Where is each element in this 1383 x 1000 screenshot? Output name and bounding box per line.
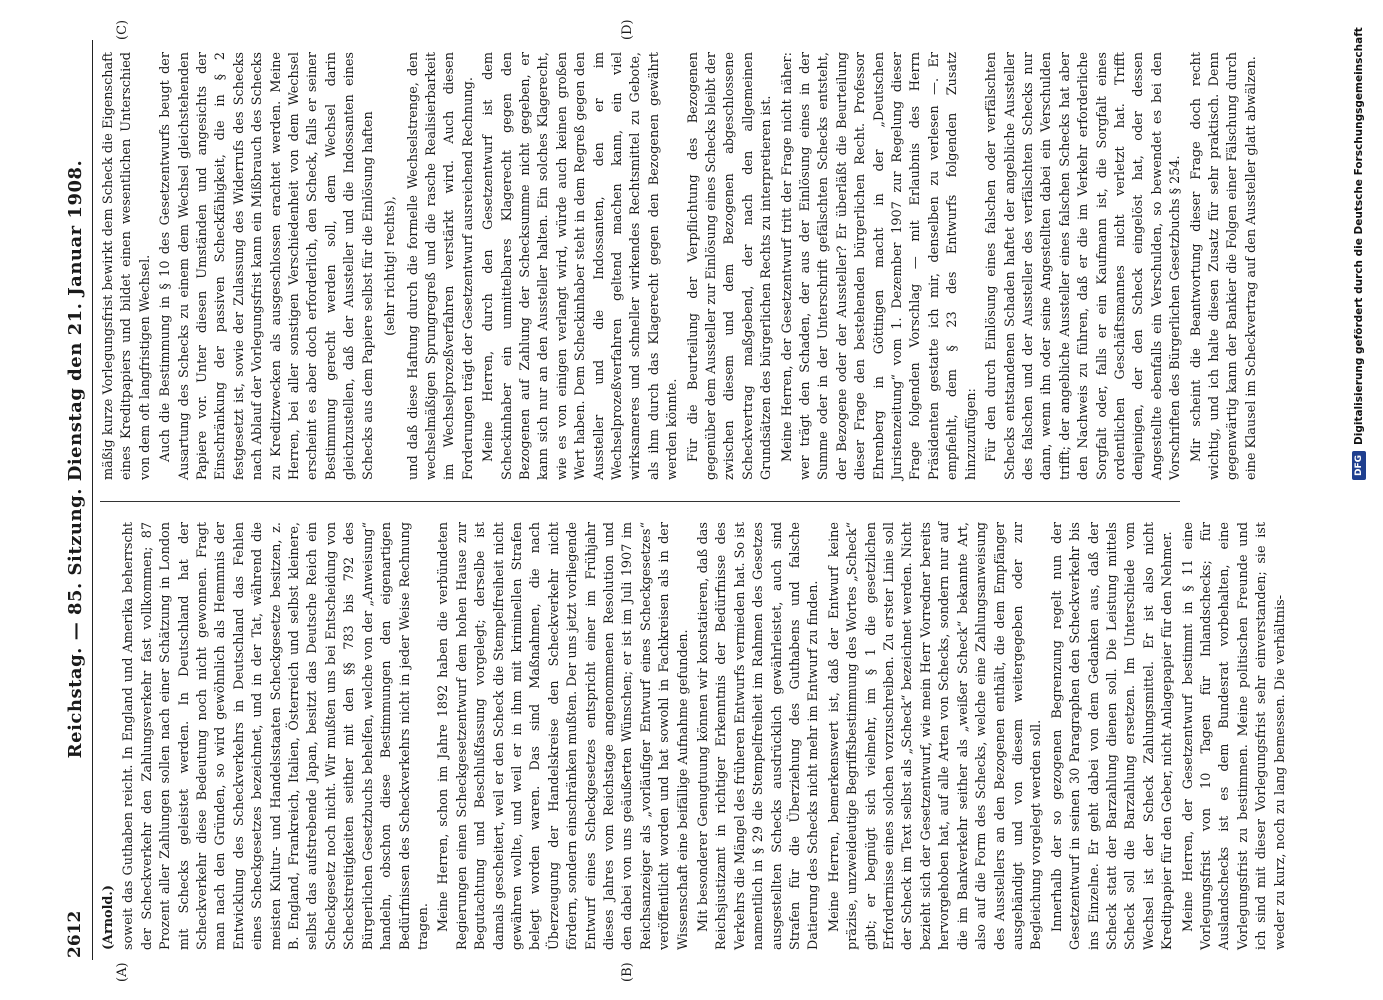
paragraph: Für die Beurteilung der Verpflichtung des Bezogenen gegenüber dem Aussteller zur Einlösung eines Schecks bleibt der zwischen diesem und dem Bezogenen abgeschlossene Scheckvertrag maßgebend, der nach den allgemeinen Grundsätzen des bürgerlichen Rechts zu interpretieren ist.	[685, 52, 775, 480]
interjection: (sehr richtig! rechts),	[383, 196, 399, 336]
margin-mark-c: (C)	[115, 19, 130, 40]
paragraph: Mit besonderer Genugtuung können wir konstatieren, daß das Reichsjustizamt in richtiger Erkenntnis der Bedürfnisse des Verkehrs die Mängel des früheren Entwurfs vermieden hat. So ist namentlich in § 29 die Stempelfreiheit im Rahmen des Gesetzes ausgestellten Schecks ausdrücklich gewährleistet, auch sind Strafen für die Überziehung des Guthabens und falsche Datierung des Schecks nicht mehr im Entwurf zu finden.	[696, 522, 822, 950]
speaker-tag: (Arnold.)	[101, 885, 116, 950]
quoted-paragraph: Für den durch Einlösung eines falschen oder verfälschten Schecks entstandenen Schaden haftet der angebliche Aussteller des falschen und der Aussteller des verfälschten Schecks nur dann, wenn ihn oder seine Angestellten dabei ein Verschulden trifft; der angebliche Aussteller eines falschen Schecks hat aber den Nachweis zu führen, daß er die im Verkehr erforderliche Sorgfalt oder, falls er ein Kaufmann ist, die Sorgfalt eines ordentlichen Geschäftsmannes nicht verletzt hat. Trifft denjenigen, der den Scheck eingelöst hat, oder dessen Angestellte ebenfalls ein Verschulden, so bewendet es bei den Vorschriften des Bürgerlichen Gesetzbuchs § 254.	[984, 52, 1184, 480]
dfg-logo: DFG	[1352, 451, 1366, 480]
paragraph: mäßig kurze Vorlegungsfrist bewirkt dem Scheck die Eigenschaft eines Kreditpapiers und bildet einen wesentlichen Unterschied von dem oft langfristigen Wechsel.	[101, 52, 153, 480]
left-column	[100, 522, 1288, 950]
header-rule	[92, 40, 93, 960]
paragraph: Meine Herren, bemerkenswert ist, daß der Entwurf keine präzise, unzweideutige Begriffsbestimmung des Wortes „Scheck“ gibt; er begnügt sich vielmehr, im § 1 die gesetzlichen Erfordernisse eines solchen vorzuschreiben. Zu erster Linie soll der Scheck im Text selbst als „Scheck“ bezeichnet werden. Nicht bezieht sich der Gesetzentwurf, wie mein Herr Vorredner bereits hervorgehoben hat, auf alle Arten von Schecks, sondern nur auf die im Bankverkehr seither als „weißer Scheck“ bekannte Art, also auf die Form des Schecks, welche eine Zahlungsanweisung des Ausstellers an den Bezogenen enthält, die dem Empfänger ausgehändigt und von diesem weitergegeben oder zur Begleichung vorgelegt werden soll.	[826, 522, 1045, 950]
column-divider	[100, 501, 1180, 502]
margin-mark-d: (D)	[620, 19, 635, 40]
paragraph: und daß diese Haftung durch die formelle Wechselstrenge, den wechselmäßigen Sprungregreß und die rasche Realisierbarkeit im Wechselprozeßverfahren verstärkt wird. Auch diesen Forderungen trägt der Gesetzentwurf ausreichend Rechnung.	[405, 52, 476, 480]
margin-mark-b: (B)	[620, 962, 635, 982]
page-header	[60, 40, 90, 958]
paragraph: Innerhalb der so gezogenen Begrenzung regelt nun der Gesetzentwurf in seinen 30 Paragraphen den Scheckverkehr bis ins Einzelne. Er geht dabei von dem Gedanken aus, daß der Scheck statt der Barzahlung dienen soll. Die Leistung mittels Scheck soll die Barzahlung ersetzen. Im Unterschiede vom Wechsel ist der Scheck Zahlungsmittel. Er ist also nicht Kreditpapier für den Geber, nicht Anlagepapier für den Nehmer.	[1049, 522, 1176, 950]
paragraph: soweit das Guthaben reicht. In England und Amerika beherrscht der Scheckverkehr den Zahlungsverkehr fast vollkommen; 87 Prozent aller Zahlungen sollen nach einer Schätzung in London mit Schecks geleistet werden. In Deutschland hat der Scheckverkehr diese Bedeutung noch nicht gewonnen. Fragt man nach den Gründen, so wird gewöhnlich als Hemmnis der Entwicklung des Scheckverkehrs in Deutschland das Fehlen eines Scheckgesetzes bezeichnet, und in der Tat, während die meisten Kultur- und Handelsstaaten Scheckgesetze besitzen, z. B. England, Frankreich, Italien, Österreich und selbst kleinere, selbst das aufstrebende Japan, besitzt das Deutsche Reich ein Scheckgesetz noch nicht. Wir mußten uns bei Entscheidung von Scheckstreitigkeiten seither mit den §§ 783 bis 792 des Bürgerlichen Gesetzbuchs behelfen, welche von der „Anweisung“ handeln, obschon diese Bestimmungen den eigenartigen Bedürfnissen des Scheckverkehrs nicht in jeder Weise Rechnung tragen.	[121, 522, 431, 950]
paragraph: Meine Herren, schon im Jahre 1892 haben die verbündeten Regierungen einen Scheckgesetzentwurf dem hohen Hause zur Begutachtung und Beschlußfassung vorgelegt; derselbe ist damals gescheitert, weil er den Scheck die Stempelfreiheit nicht gewähren wollte, und weil er in ihm mit kriminellen Strafen belegt worden waren. Das sind Maßnahmen, die nach Überzeugung der Handelskreise den Scheckverkehr nicht fördern, sondern einschränken mußten. Der uns jetzt vorliegende Entwurf eines Scheckgesetzes entspricht einer im Frühjahr dieses Jahres vom Reichstage angenommenen Resolution und den dabei von uns geäußerten Wünschen; er ist im Juli 1907 im Reichsanzeiger als „vorläufiger Entwurf eines Scheckgesetzes“ veröffentlicht worden und hat sowohl in Fachkreisen als in der Wissenschaft eine beifällige Aufnahme gefunden.	[436, 522, 691, 950]
margin-mark-a: (A)	[115, 962, 130, 982]
paragraph: Meine Herren, der Gesetzentwurf tritt der Frage nicht näher: wer trägt den Schaden, der aus der Einlösung eines in der Summe oder in der Unterschrift gefälschten Schecks entsteht, der Bezogene oder der Aussteller? Er überläßt die Beurteilung dieser Frage den bestehenden bürgerlichen Recht. Professor Ehrenberg in Göttingen macht in der „Deutschen Juristenzeitung“ vom 1. Dezember 1907 zur Regelung dieser Frage folgenden Vorschlag — mit Erlaubnis des Herrn Präsidenten gestatte ich mir, denselben zu verlesen —. Er empfiehlt, dem § 23 des Entwurfs folgenden Zusatz hinzuzufügen:	[779, 52, 979, 480]
paragraph: Meine Herren, durch den Gesetzentwurf ist dem Scheckinhaber ein unmittelbares Klagerecht gegen den Bezogenen auf Zahlung der Schecksumme nicht gegeben, er kann sich nur an den Aussteller halten. Ein solches Klagerecht, wie es von einigen verlangt wird, würde auch keinen großen Wert haben. Dem Scheckinhaber steht in dem Regreß gegen den Aussteller und die Indossanten, den er im Wechselprozeßverfahren geltend machen kann, ein viel wirksameres und schneller wirkendes Rechtsmittel zu Gebote, als ihm durch das Klagerecht gegen den Bezogenen gewährt werden könnte.	[481, 52, 681, 480]
digitization-credit	[1352, 10, 1366, 480]
paragraph: Mir scheint die Beantwortung dieser Frage doch recht wichtig, und ich halte diesen Zusatz für sehr praktisch. Denn gegenwärtig kann der Bankier die Folgen einer Fälschung durch eine Klausel im Scheckvertrag auf den Aussteller glatt abwälzen.	[1188, 52, 1259, 480]
paragraph: Meine Herren, der Gesetzentwurf bestimmt in § 11 eine Vorlegungsfrist von 10 Tagen für Inlandschecks; für Auslandschecks ist es dem Bundesrat vorbehalten, eine Vorlegungsfrist zu bestimmen. Meine politischen Freunde und ich sind mit dieser Vorlegungsfrist sehr einverstanden; sie ist weder zu kurz, noch zu lang bemessen. Die verhältnis-	[1180, 522, 1288, 950]
page-number: 2612	[65, 910, 85, 958]
running-title: Reichstag. — 85. Sitzung. Dienstag den 21. Januar 1908.	[64, 159, 86, 759]
credit-text: Digitalisierung gefördert durch die Deutsche Forschungsgemeinschaft	[1353, 27, 1365, 445]
paragraph: Auch die Bestimmung in § 10 des Gesetzentwurfs beugt der Ausartung des Schecks zu einem dem Wechsel gleichstehenden Papiere vor. Unter diesen Umständen und angesichts der Einschränkung der passiven Scheckfähigkeit, die in § 2 festgesetzt ist, sowie der Zulassung des Widerrufs des Schecks nach Ablauf der Vorlegungsfrist kann ein Mißbrauch des Schecks zu Kreditzwecken als ausgeschlossen erachtet werden. Meine Herren, bei aller sonstigen Verschiedenheit von dem Wechsel erscheint es aber doch erforderlich, den Scheck, falls er seiner Bestimmung gerecht werden soll, dem Wechsel darin gleichzustellen, daß der Aussteller und die Indossanten eines Schecks aus dem Papiere selbst für die Einlösung haften	[158, 52, 376, 480]
right-column	[100, 52, 1259, 480]
